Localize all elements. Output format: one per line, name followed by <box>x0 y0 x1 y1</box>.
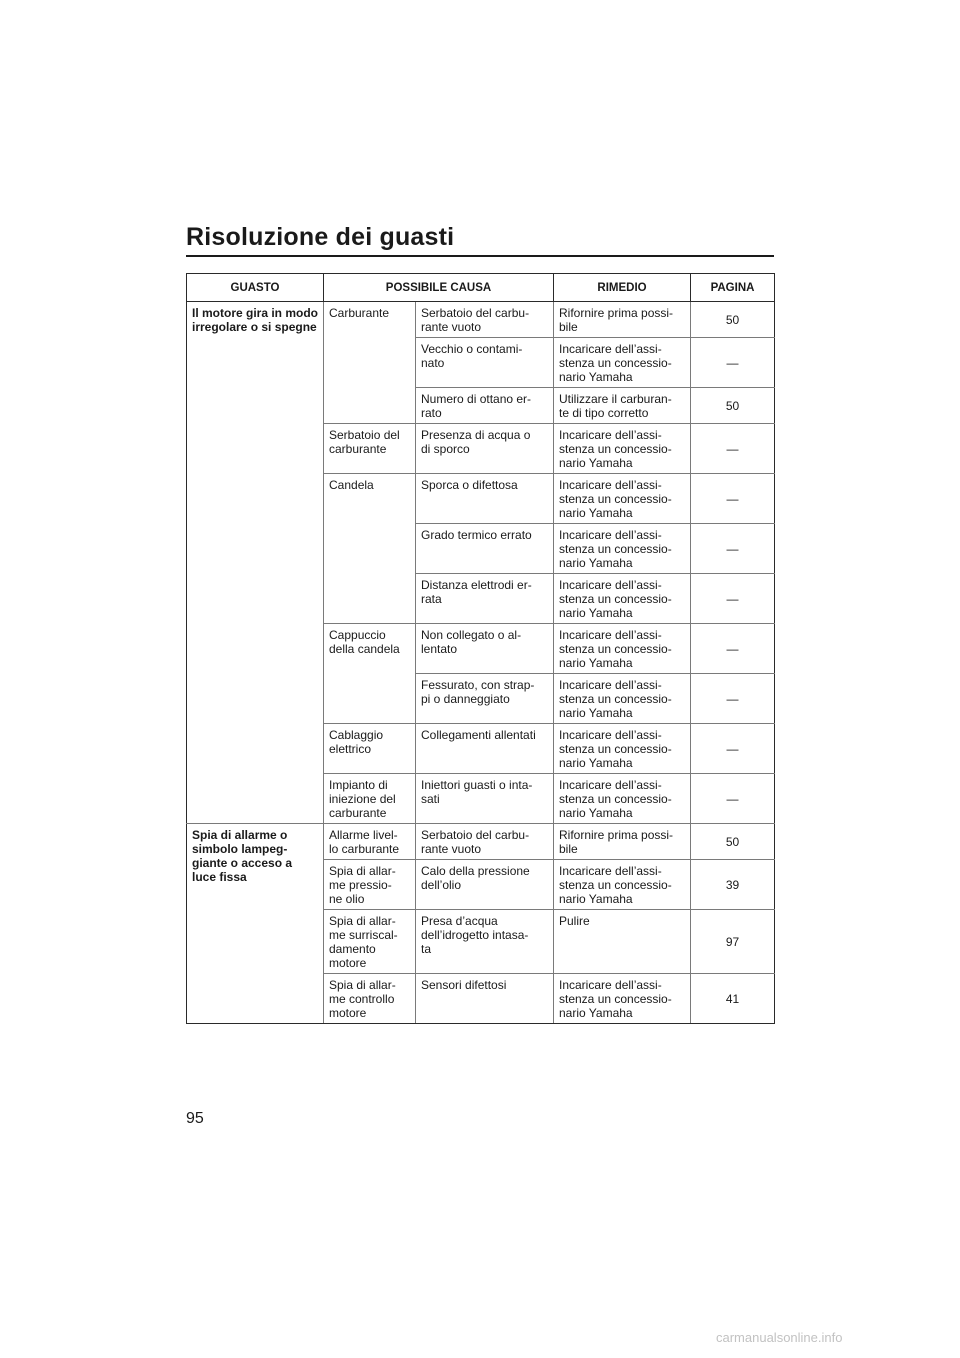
remedy-text: Pulire <box>559 914 590 928</box>
cause-detail-text: Serbatoio del carbu- rante vuoto <box>421 306 530 334</box>
remedy <box>554 388 691 424</box>
remedy-text: Incaricare dell’assi- stenza un concessio- nario Yamaha <box>559 678 672 720</box>
remedy <box>554 974 691 1024</box>
cause-detail <box>416 824 554 860</box>
remedy <box>554 910 691 974</box>
cause-detail <box>416 574 554 624</box>
cause-detail-text: Sporca o difettosa <box>421 478 518 492</box>
remedy <box>554 624 691 674</box>
page-ref: — <box>691 674 775 724</box>
cause-category-cell <box>324 974 416 1024</box>
cause-detail <box>416 724 554 774</box>
remedy-text: Utilizzare il carburan- te di tipo corretto <box>559 392 672 420</box>
page-ref: 39 <box>691 860 775 910</box>
cause-category: Allarme livel- lo carburante <box>329 828 400 856</box>
cause-detail-text: Non collegato o al- lentato <box>421 628 522 656</box>
header-fault: GUASTO <box>187 274 324 302</box>
remedy-text: Incaricare dell’assi- stenza un concessio- nario Yamaha <box>559 978 672 1020</box>
cause-detail <box>416 910 554 974</box>
fault-label: Il motore gira in modo irregolare o si spegne <box>192 306 319 334</box>
cause-category: Spia di allar- me pressio- ne olio <box>329 864 396 906</box>
cause-category: Carburante <box>329 306 390 320</box>
page-ref: 50 <box>691 824 775 860</box>
cause-detail <box>416 302 554 338</box>
page-ref: — <box>691 338 775 388</box>
remedy-text: Incaricare dell’assi- stenza un concessio- nario Yamaha <box>559 342 672 384</box>
table-row <box>187 824 775 860</box>
page-ref: — <box>691 474 775 524</box>
remedy <box>554 474 691 524</box>
cause-category: Impianto di iniezione del carburante <box>329 778 396 820</box>
cause-detail <box>416 474 554 524</box>
cause-category-cell <box>324 474 416 624</box>
cause-category-cell <box>324 302 416 424</box>
cause-category-cell <box>324 724 416 774</box>
cause-detail-text: Fessurato, con strap- pi o danneggiato <box>421 678 535 706</box>
page-ref: — <box>691 524 775 574</box>
page-ref: — <box>691 624 775 674</box>
remedy-text: Incaricare dell’assi- stenza un concessio- nario Yamaha <box>559 628 672 670</box>
cause-category-cell <box>324 624 416 724</box>
cause-detail-text: Presenza di acqua o di sporco <box>421 428 531 456</box>
header-page: PAGINA <box>691 274 775 302</box>
remedy-text: Incaricare dell’assi- stenza un concessio- nario Yamaha <box>559 864 672 906</box>
page-ref: 50 <box>691 302 775 338</box>
cause-detail-text: Serbatoio del carbu- rante vuoto <box>421 828 530 856</box>
remedy-text: Incaricare dell’assi- stenza un concessio- nario Yamaha <box>559 578 672 620</box>
cause-detail-text: Distanza elettrodi er- rata <box>421 578 532 606</box>
cause-detail <box>416 624 554 674</box>
remedy <box>554 824 691 860</box>
remedy <box>554 860 691 910</box>
cause-detail <box>416 524 554 574</box>
cause-detail-text: Iniettori guasti o inta- sati <box>421 778 533 806</box>
remedy <box>554 524 691 574</box>
remedy <box>554 674 691 724</box>
remedy-text: Rifornire prima possi- bile <box>559 828 674 856</box>
remedy <box>554 424 691 474</box>
cause-category-cell <box>324 774 416 824</box>
cause-category: Serbatoio del carburante <box>329 428 400 456</box>
watermark: carmanualsonline.info <box>716 1330 843 1345</box>
remedy-text: Incaricare dell’assi- stenza un concessio- nario Yamaha <box>559 478 672 520</box>
cause-detail <box>416 860 554 910</box>
page-ref: 41 <box>691 974 775 1024</box>
cause-category: Cappuccio della candela <box>329 628 400 656</box>
cause-detail-text: Numero di ottano er- rato <box>421 392 532 420</box>
cause-detail <box>416 424 554 474</box>
cause-detail <box>416 774 554 824</box>
cause-detail <box>416 674 554 724</box>
fault-label: Spia di allarme o simbolo lampeg- giante o acceso a luce fissa <box>192 828 293 884</box>
page-ref: — <box>691 574 775 624</box>
remedy-text: Incaricare dell’assi- stenza un concessio- nario Yamaha <box>559 528 672 570</box>
cause-detail-text: Grado termico errato <box>421 528 532 542</box>
cause-detail <box>416 338 554 388</box>
remedy <box>554 302 691 338</box>
page-ref: 97 <box>691 910 775 974</box>
remedy-text: Rifornire prima possi- bile <box>559 306 674 334</box>
cause-detail-text: Sensori difettosi <box>421 978 507 992</box>
cause-category-cell <box>324 860 416 910</box>
cause-detail-text: Calo della pressione dell’olio <box>421 864 530 892</box>
cause-category: Cablaggio elettrico <box>329 728 384 756</box>
cause-detail-text: Presa d’acqua dell’idrogetto intasa- ta <box>421 914 529 956</box>
header-cause: POSSIBILE CAUSA <box>324 274 554 302</box>
cause-category: Candela <box>329 478 374 492</box>
cause-detail-text: Vecchio o contami- nato <box>421 342 523 370</box>
remedy <box>554 724 691 774</box>
remedy <box>554 574 691 624</box>
troubleshooting-table <box>186 273 775 1024</box>
page-ref: 50 <box>691 388 775 424</box>
remedy-text: Incaricare dell’assi- stenza un concessio- nario Yamaha <box>559 778 672 820</box>
remedy-text: Incaricare dell’assi- stenza un concessio- nario Yamaha <box>559 728 672 770</box>
header-remedy: RIMEDIO <box>554 274 691 302</box>
cause-detail-text: Collegamenti allentati <box>421 728 536 742</box>
cause-detail <box>416 974 554 1024</box>
remedy <box>554 338 691 388</box>
title-rule <box>186 255 774 257</box>
cause-category-cell <box>324 824 416 860</box>
fault-cell <box>187 302 324 824</box>
cause-category-cell <box>324 910 416 974</box>
fault-cell <box>187 824 324 1024</box>
page-ref: — <box>691 724 775 774</box>
page-number: 95 <box>186 1110 204 1127</box>
cause-category: Spia di allar- me surriscal- damento motore <box>329 914 398 970</box>
cause-category: Spia di allar- me controllo motore <box>329 978 396 1020</box>
page-ref: — <box>691 424 775 474</box>
table-header-row <box>187 274 775 302</box>
cause-category-cell <box>324 424 416 474</box>
remedy <box>554 774 691 824</box>
table-row <box>187 302 775 338</box>
page-ref: — <box>691 774 775 824</box>
page-title: Risoluzione dei guasti <box>186 223 455 251</box>
remedy-text: Incaricare dell’assi- stenza un concessio- nario Yamaha <box>559 428 672 470</box>
cause-detail <box>416 388 554 424</box>
